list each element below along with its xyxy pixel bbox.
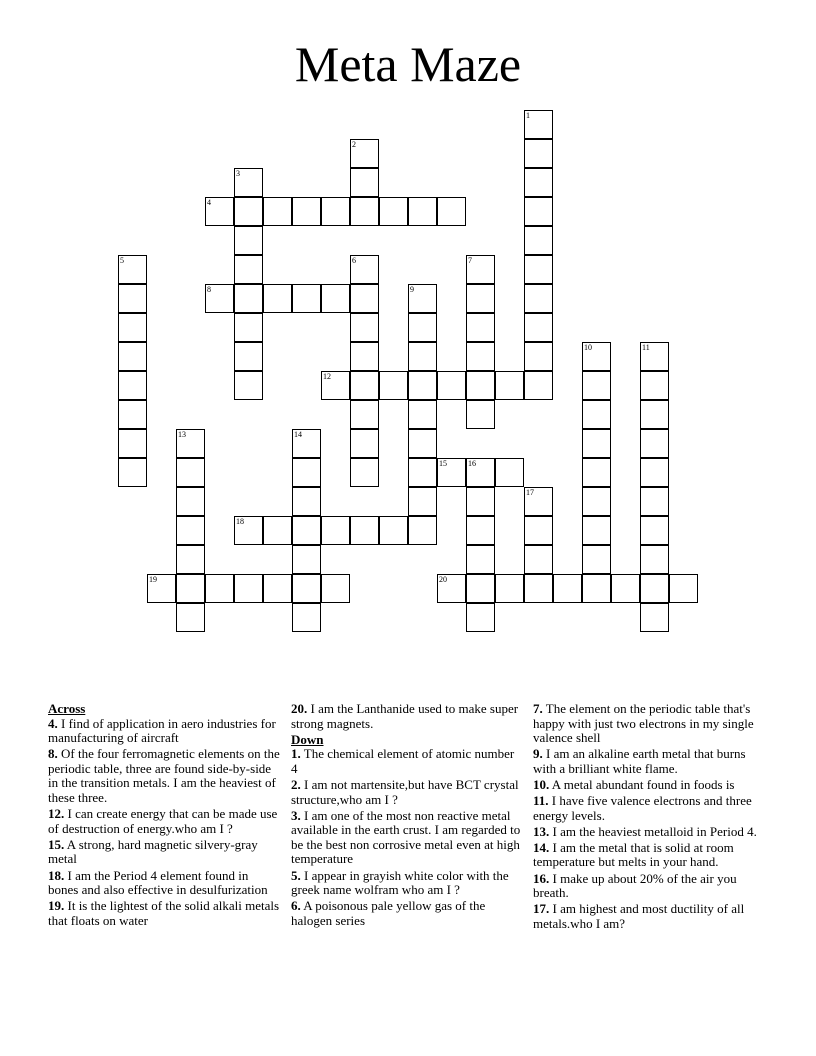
- grid-cell[interactable]: [292, 487, 321, 516]
- grid-cell[interactable]: [553, 574, 582, 603]
- grid-cell[interactable]: [408, 313, 437, 342]
- grid-cell[interactable]: [582, 371, 611, 400]
- grid-cell[interactable]: [321, 284, 350, 313]
- cell-number: 2: [352, 140, 356, 149]
- grid-cell[interactable]: [495, 371, 524, 400]
- grid-cell[interactable]: [118, 371, 147, 400]
- cell-number: 10: [584, 343, 592, 352]
- grid-cell[interactable]: [350, 458, 379, 487]
- cell-number: 17: [526, 488, 534, 497]
- down-heading: Down: [291, 731, 324, 747]
- down-clue-3: 3. I am one of the most non reactive metal available in the earth crust. I am regarded to be the best non corrosive metal even at high temperature: [291, 807, 521, 867]
- cell-number: 16: [468, 459, 476, 468]
- cell-number: 8: [207, 285, 211, 294]
- grid-cell[interactable]: [640, 429, 669, 458]
- grid-cell[interactable]: [408, 516, 437, 545]
- down-clue-1: 1. The chemical element of atomic number 4: [291, 746, 515, 776]
- grid-cell[interactable]: [640, 516, 669, 545]
- grid-cell[interactable]: [321, 197, 350, 226]
- grid-cell[interactable]: [582, 458, 611, 487]
- grid-cell[interactable]: [524, 284, 553, 313]
- grid-cell[interactable]: [205, 574, 234, 603]
- grid-cell[interactable]: [524, 342, 553, 371]
- grid-cell[interactable]: [350, 516, 379, 545]
- down-clue-13: 13. I am the heaviest metalloid in Period 4.: [533, 823, 757, 839]
- grid-cell[interactable]: [234, 574, 263, 603]
- cell-number: 11: [642, 343, 650, 352]
- grid-cell[interactable]: [466, 458, 495, 487]
- grid-cell[interactable]: [379, 371, 408, 400]
- cell-number: 6: [352, 256, 356, 265]
- grid-cell[interactable]: [350, 168, 379, 197]
- grid-cell[interactable]: [524, 197, 553, 226]
- grid-cell[interactable]: [408, 371, 437, 400]
- grid-cell[interactable]: [234, 284, 263, 313]
- across-heading: Across: [48, 701, 86, 716]
- grid-cell[interactable]: [350, 400, 379, 429]
- grid-cell[interactable]: [640, 574, 669, 603]
- grid-cell[interactable]: [292, 574, 321, 603]
- grid-cell[interactable]: [466, 487, 495, 516]
- grid-cell[interactable]: [524, 168, 553, 197]
- grid-cell[interactable]: [466, 400, 495, 429]
- grid-cell[interactable]: [524, 371, 553, 400]
- grid-cell[interactable]: [292, 429, 321, 458]
- grid-cell[interactable]: [524, 139, 553, 168]
- cell-number: 5: [120, 256, 124, 265]
- cell-number: 9: [410, 285, 414, 294]
- grid-cell[interactable]: [292, 516, 321, 545]
- grid-cell[interactable]: [408, 284, 437, 313]
- grid-cell[interactable]: [408, 197, 437, 226]
- grid-cell[interactable]: [350, 429, 379, 458]
- grid-cell[interactable]: [292, 458, 321, 487]
- clue-column-2: [291, 702, 523, 930]
- grid-cell[interactable]: [350, 139, 379, 168]
- grid-cell[interactable]: [321, 516, 350, 545]
- grid-cell[interactable]: [176, 516, 205, 545]
- cell-number: 13: [178, 430, 186, 439]
- grid-cell[interactable]: [437, 458, 466, 487]
- grid-cell[interactable]: [582, 516, 611, 545]
- grid-cell[interactable]: [495, 458, 524, 487]
- grid-cell[interactable]: [176, 458, 205, 487]
- across-clue-18: 18. I am the Period 4 element found in bones and also effective in desulfurization: [48, 867, 268, 898]
- grid-cell[interactable]: [263, 516, 292, 545]
- grid-cell[interactable]: [147, 574, 176, 603]
- cell-number: 12: [323, 372, 331, 381]
- grid-cell[interactable]: [176, 487, 205, 516]
- cell-number: 15: [439, 459, 447, 468]
- grid-cell[interactable]: [379, 197, 408, 226]
- grid-cell[interactable]: [408, 429, 437, 458]
- grid-cell[interactable]: [292, 603, 321, 632]
- grid-cell[interactable]: [234, 342, 263, 371]
- grid-cell[interactable]: [350, 313, 379, 342]
- grid-cell[interactable]: [640, 487, 669, 516]
- grid-cell[interactable]: [234, 168, 263, 197]
- grid-cell[interactable]: [640, 342, 669, 371]
- grid-cell[interactable]: [350, 371, 379, 400]
- puzzle-title: Meta Maze: [294, 36, 522, 92]
- cell-number: 20: [439, 575, 447, 584]
- grid-cell[interactable]: [466, 313, 495, 342]
- down-clue-11: 11. I have five valence electrons and three energy levels.: [533, 793, 752, 823]
- down-clue-6: 6. A poisonous pale yellow gas of the halogen series: [291, 898, 486, 928]
- grid-cell[interactable]: [118, 458, 147, 487]
- grid-cell[interactable]: [118, 313, 147, 342]
- clue-column-1: [48, 702, 280, 930]
- cell-number: 19: [149, 575, 157, 584]
- grid-cell[interactable]: [466, 516, 495, 545]
- grid-cell[interactable]: [205, 284, 234, 313]
- grid-cell[interactable]: [466, 371, 495, 400]
- across-clue-20: 20. I am the Lanthanide used to make super strong magnets.: [291, 701, 519, 731]
- grid-cell[interactable]: [292, 197, 321, 226]
- grid-cell[interactable]: [234, 226, 263, 255]
- grid-cell[interactable]: [437, 197, 466, 226]
- grid-cell[interactable]: [176, 429, 205, 458]
- grid-cell[interactable]: [263, 197, 292, 226]
- grid-cell[interactable]: [524, 574, 553, 603]
- grid-cell[interactable]: [234, 516, 263, 545]
- grid-cell[interactable]: [350, 197, 379, 226]
- grid-cell[interactable]: [408, 342, 437, 371]
- grid-cell[interactable]: [176, 603, 205, 632]
- grid-cell[interactable]: [582, 545, 611, 574]
- grid-cell[interactable]: [118, 255, 147, 284]
- grid-cell[interactable]: [524, 545, 553, 574]
- grid-cell[interactable]: [582, 400, 611, 429]
- grid-cell[interactable]: [234, 371, 263, 400]
- grid-cell[interactable]: [669, 574, 698, 603]
- grid-cell[interactable]: [292, 545, 321, 574]
- grid-cell[interactable]: [611, 574, 640, 603]
- grid-cell[interactable]: [292, 284, 321, 313]
- grid-cell[interactable]: [263, 284, 292, 313]
- cell-number: 4: [207, 198, 211, 207]
- grid-cell[interactable]: [495, 574, 524, 603]
- grid-cell[interactable]: [582, 487, 611, 516]
- grid-cell[interactable]: [408, 458, 437, 487]
- cell-number: 1: [526, 111, 530, 120]
- down-clue-2: 2. I am not martensite,but have BCT crystal structure,who am I ?: [291, 776, 519, 807]
- grid-cell[interactable]: [176, 574, 205, 603]
- down-clue-14: 14. I am the metal that is solid at room temperature but melts in your hand.: [533, 839, 734, 870]
- grid-cell[interactable]: [234, 313, 263, 342]
- grid-cell[interactable]: [118, 400, 147, 429]
- grid-cell[interactable]: [437, 574, 466, 603]
- grid-cell[interactable]: [350, 284, 379, 313]
- grid-cell[interactable]: [640, 371, 669, 400]
- grid-cell[interactable]: [234, 255, 263, 284]
- grid-cell[interactable]: [466, 574, 495, 603]
- grid-cell[interactable]: [524, 313, 553, 342]
- grid-cell[interactable]: [466, 342, 495, 371]
- grid-cell[interactable]: [321, 371, 350, 400]
- across-clue-8: 8. Of the four ferromagnetic elements on the periodic table, three are found side-by-side in the transition metals. I am the heaviest of these three.: [48, 746, 280, 806]
- grid-cell[interactable]: [263, 574, 292, 603]
- grid-cell[interactable]: [524, 487, 553, 516]
- cell-number: 18: [236, 517, 244, 526]
- grid-cell[interactable]: [408, 487, 437, 516]
- grid-cell[interactable]: [466, 284, 495, 313]
- grid-cell[interactable]: [524, 516, 553, 545]
- grid-cell[interactable]: [379, 516, 408, 545]
- grid-cell[interactable]: [582, 574, 611, 603]
- grid-cell[interactable]: [118, 284, 147, 313]
- grid-cell[interactable]: [466, 545, 495, 574]
- grid-cell[interactable]: [321, 574, 350, 603]
- across-clue-15: 15. A strong, hard magnetic silvery-gray metal: [48, 836, 258, 867]
- grid-cell[interactable]: [437, 371, 466, 400]
- grid-cell[interactable]: [234, 197, 263, 226]
- cell-number: 14: [294, 430, 302, 439]
- grid-cell[interactable]: [640, 400, 669, 429]
- grid-cell[interactable]: [408, 400, 437, 429]
- grid-cell[interactable]: [582, 429, 611, 458]
- down-clue-9: 9. I am an alkaline earth metal that burns with a brilliant white flame.: [533, 746, 746, 776]
- cell-number: 3: [236, 169, 240, 178]
- across-clue-4: 4. I find of application in aero industries for manufacturing of aircraft: [48, 715, 276, 746]
- grid-cell[interactable]: [640, 545, 669, 574]
- grid-cell[interactable]: [466, 603, 495, 632]
- down-clue-10: 10. A metal abundant found in foods is: [533, 776, 735, 792]
- across-clue-19: 19. It is the lightest of the solid alkali metals that floats on water: [48, 898, 280, 928]
- grid-cell[interactable]: [466, 255, 495, 284]
- clue-column-3: [533, 702, 765, 933]
- grid-cell[interactable]: [524, 226, 553, 255]
- down-clue-5: 5. I appear in grayish white color with the greek name wolfram who am I ?: [291, 867, 509, 898]
- across-clue-12: 12. I can create energy that can be made use of destruction of energy.who am I ?: [48, 806, 278, 836]
- cell-number: 7: [468, 256, 472, 265]
- grid-cell[interactable]: [640, 603, 669, 632]
- grid-cell[interactable]: [176, 545, 205, 574]
- grid-cell[interactable]: [350, 255, 379, 284]
- grid-cell[interactable]: [524, 110, 553, 139]
- down-clue-16: 16. I make up about 20% of the air you breath.: [533, 870, 737, 901]
- grid-cell[interactable]: [640, 458, 669, 487]
- grid-cell[interactable]: [524, 255, 553, 284]
- down-clue-17: 17. I am highest and most ductility of all metals.who I am?: [533, 901, 745, 931]
- down-clue-7: 7. The element on the periodic table that's happy with just two electrons in my single valence shell: [533, 701, 754, 746]
- grid-cell[interactable]: [205, 197, 234, 226]
- grid-cell[interactable]: [118, 342, 147, 371]
- grid-cell[interactable]: [350, 342, 379, 371]
- grid-cell[interactable]: [582, 342, 611, 371]
- grid-cell[interactable]: [118, 429, 147, 458]
